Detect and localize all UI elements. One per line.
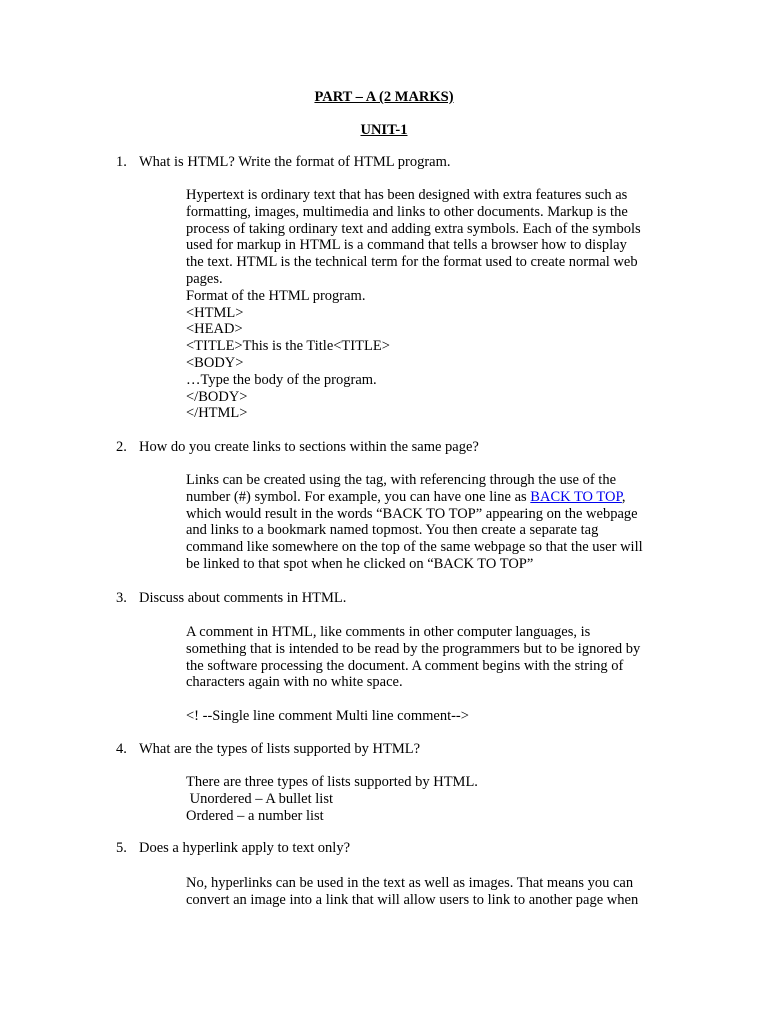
question-text: Does a hyperlink apply to text only? (139, 840, 351, 856)
answer-line: the text. HTML is the technical term for the format used to create normal web (186, 254, 638, 271)
code-line: <! --Single line comment Multi line comment--> (186, 708, 469, 724)
code-line: <HEAD> (186, 321, 243, 338)
answer-text: number (#) symbol. For example, you can have one line as (186, 488, 531, 505)
answer-line: used for markup in HTML is a command that tells a browser how to display (186, 237, 627, 254)
question-number: 3. (116, 590, 127, 606)
link-suffix: , (621, 488, 626, 505)
question-number: 5. (116, 840, 127, 856)
question-number: 2. (116, 439, 127, 455)
answer-5 (186, 875, 686, 909)
question-text: What are the types of lists supported by HTML? (139, 741, 421, 757)
code-line: <HTML> (186, 304, 244, 321)
code-line: </BODY> (186, 388, 248, 405)
answer-line: Ordered – a number list (186, 807, 324, 824)
answer-line: something that is intended to be read by the programmers but to be ignored by (186, 640, 641, 657)
unit-title: UNIT-1 (360, 122, 408, 138)
answer-line: Links can be created using the tag, with referencing through the use of the (186, 472, 617, 488)
answer-line: be linked to that spot when he clicked on “BACK TO TOP” (186, 555, 534, 572)
code-line: …Type the body of the program. (186, 371, 377, 388)
question-number: 1. (116, 154, 127, 170)
answer-line: the software processing the document. A comment begins with the string of (186, 657, 624, 674)
answer-line-with-link (186, 489, 686, 506)
answer-line: which would result in the words “BACK TO TOP” appearing on the webpage (186, 505, 638, 522)
part-title: PART – A (2 MARKS) (314, 89, 454, 105)
answer-line: process of taking ordinary text and adding extra symbols. Each of the symbols (186, 220, 641, 237)
answer-line: A comment in HTML, like comments in other computer languages, is (186, 624, 591, 640)
question-text: How do you create links to sections within the same page? (139, 439, 479, 455)
answer-line: command like somewhere on the top of the same webpage so that the user will (186, 539, 643, 556)
answer-line: Format of the HTML program. (186, 287, 366, 304)
answer-line: There are three types of lists supported by HTML. (186, 774, 478, 790)
answer-line: characters again with no white space. (186, 674, 403, 691)
answer-1 (186, 187, 686, 422)
code-line: <BODY> (186, 354, 244, 371)
answer-line: and links to a bookmark named topmost. You then create a separate tag (186, 522, 599, 539)
code-line: <TITLE>This is the Title<TITLE> (186, 338, 390, 355)
answer-line: No, hyperlinks can be used in the text as well as images. That means you can (186, 875, 634, 891)
code-line: </HTML> (186, 405, 248, 422)
answer-line: pages. (186, 270, 223, 287)
answer-4 (186, 774, 686, 824)
question-number: 4. (116, 741, 127, 757)
answer-line: Hypertext is ordinary text that has been designed with extra features such as (186, 187, 628, 203)
question-text: What is HTML? Write the format of HTML program. (139, 154, 451, 170)
comment-example (186, 708, 686, 725)
answer-line: convert an image into a link that will allow users to link to another page when (186, 891, 639, 908)
answer-line: Unordered – A bullet list (186, 790, 333, 807)
question-text: Discuss about comments in HTML. (139, 590, 347, 606)
answer-2 (186, 472, 686, 573)
back-to-top-link[interactable]: BACK TO TOP (530, 488, 622, 505)
answer-line: formatting, images, multimedia and links to other documents. Markup is the (186, 203, 628, 220)
answer-3 (186, 624, 686, 691)
